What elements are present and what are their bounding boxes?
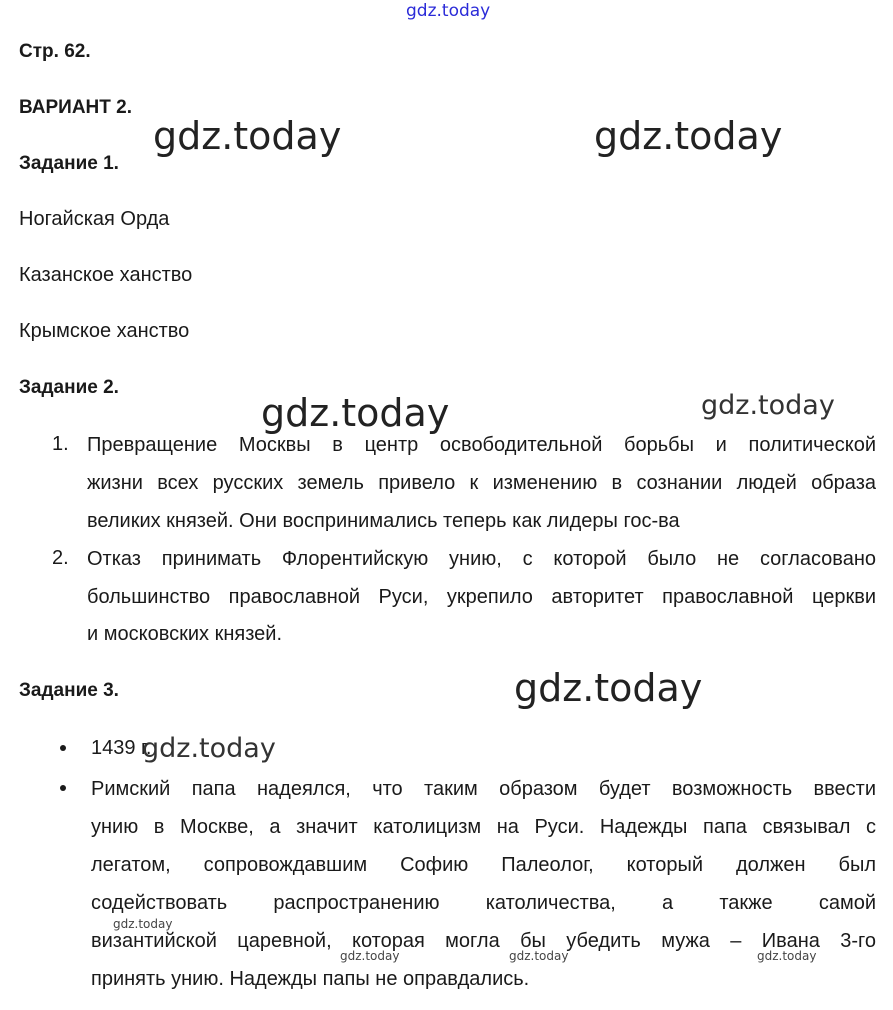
watermark-top: gdz.today	[406, 1, 491, 21]
watermark: gdz.today	[113, 917, 173, 931]
watermark: gdz.today	[594, 114, 783, 158]
task3-item2-line: легатом, сопровождавшим Софию Палеолог, который должен был	[91, 854, 876, 876]
task2-item1-line: жизни всех русских земель привело к изменению в сознании людей образа	[87, 472, 876, 494]
bullet	[60, 745, 66, 751]
task2-item2-line: большинство православной Руси, укрепило авторитет православной церкви	[87, 586, 876, 608]
page-reference: Стр. 62.	[19, 41, 91, 62]
task2-item2-line: и московских князей.	[87, 623, 282, 645]
watermark: gdz.today	[514, 666, 703, 710]
task1-heading: Задание 1.	[19, 153, 119, 174]
watermark: gdz.today	[757, 949, 817, 963]
task1-item: Ногайская Орда	[19, 208, 170, 230]
watermark: gdz.today	[340, 949, 400, 963]
watermark: gdz.today	[142, 733, 276, 764]
task3-heading: Задание 3.	[19, 680, 119, 701]
task1-item: Казанское ханство	[19, 264, 193, 286]
task2-item1-line: великих князей. Они воспринимались теперь как лидеры гос-ва	[87, 510, 680, 532]
task2-item1-line: Превращение Москвы в центр освободительной борьбы и политической	[87, 434, 876, 456]
task3-item2-line: Римский папа надеялся, что таким образом будет возможность ввести	[91, 778, 876, 800]
task2-heading: Задание 2.	[19, 377, 119, 398]
task3-item2-line: византийской царевной, которая могла бы убедить мужа – Ивана 3-го	[91, 930, 876, 952]
watermark: gdz.today	[153, 114, 342, 158]
watermark: gdz.today	[261, 391, 450, 435]
list-number: 2.	[52, 547, 69, 569]
task3-item1-line: 1439 г.	[91, 737, 152, 759]
task3-item2-line: принять унию. Надежды папы не оправдались.	[91, 968, 530, 990]
watermark: gdz.today	[509, 949, 569, 963]
task3-item2-line: унию в Москве, а значит католицизм на Руси. Надежды папа связывал с	[91, 816, 876, 838]
watermark: gdz.today	[701, 390, 835, 421]
task2-item2-line: Отказ принимать Флорентийскую унию, с которой было не согласовано	[87, 548, 876, 570]
task1-item: Крымское ханство	[19, 320, 190, 342]
bullet	[60, 785, 66, 791]
variant-title: ВАРИАНТ 2.	[19, 97, 132, 118]
list-number: 1.	[52, 433, 69, 455]
task3-item2-line: содействовать распространению католичества, а также самой	[91, 892, 876, 914]
